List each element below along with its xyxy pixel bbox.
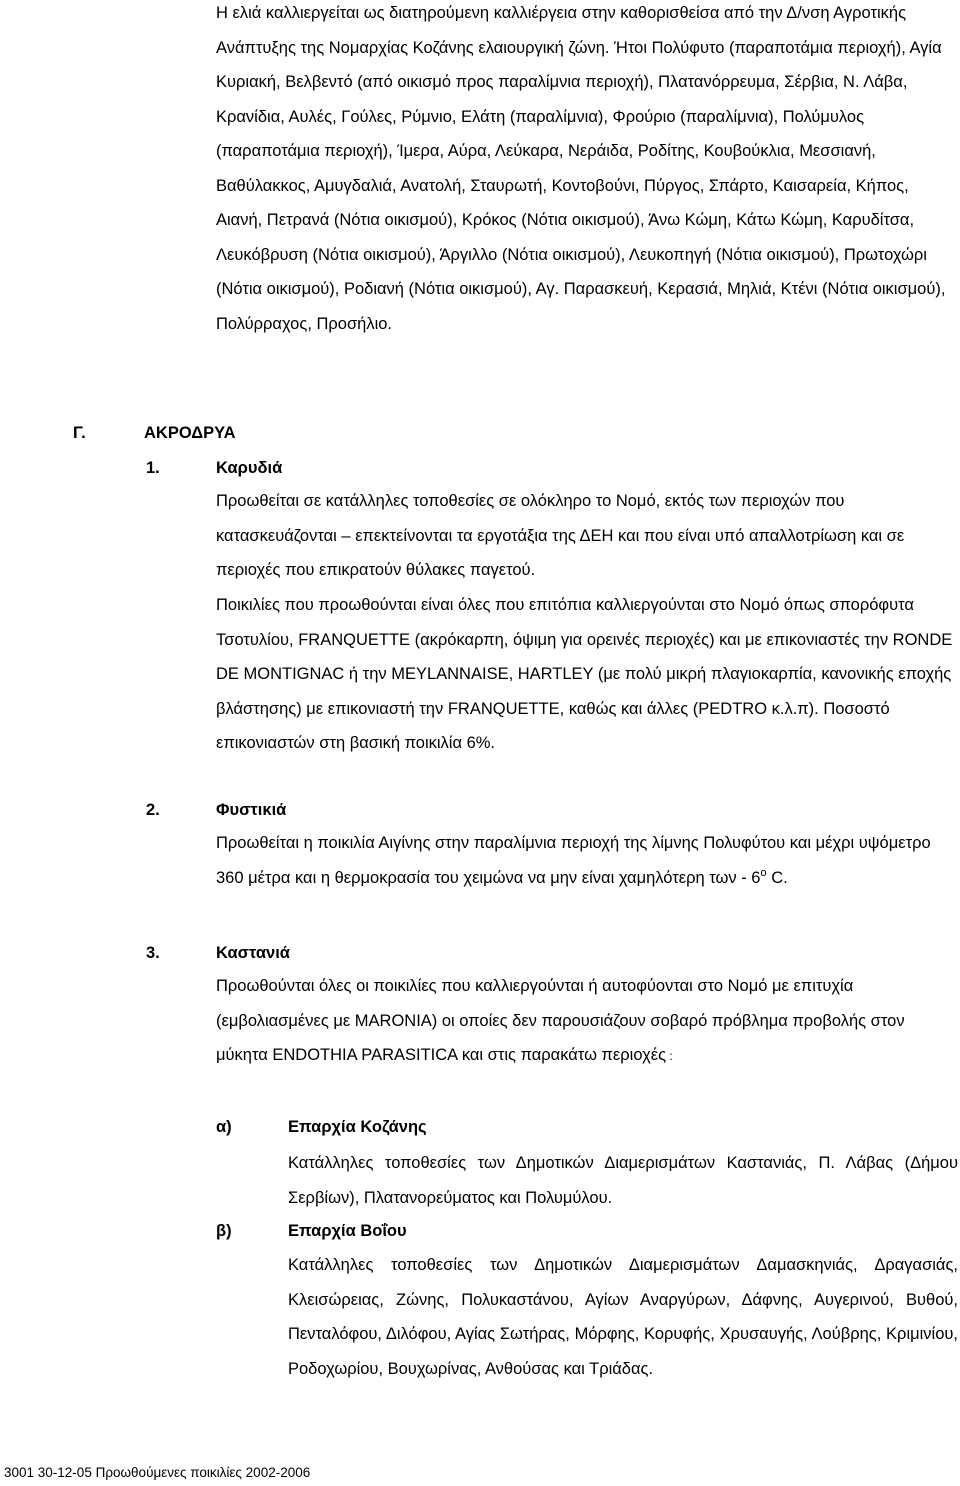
subitem-label-b: β) [216,1222,232,1240]
section-letter: Γ. [73,424,86,442]
item-title-walnut: Καρυδιά [216,459,283,477]
item-title-pistachio: Φυστικιά [216,801,287,819]
item-title-chestnut: Καστανιά [216,944,290,962]
chestnut-paragraph [216,969,958,1074]
pistachio-text-end: C. [766,868,788,887]
item-number-2: 2. [146,801,160,819]
chestnut-colon: : [666,1049,673,1063]
subitem-text-kozani: Κατάλληλες τοποθεσίες των Δημοτικών Διαμερισμάτων Καστανιάς, Π. Λάβας (Δήμου Σερβίων), Πλατανορεύματος και Πολυμύλου. [288,1154,958,1207]
subitem-title-kozani: Επαρχία Κοζάνης [288,1118,427,1136]
subitem-text-voio: Κατάλληλες τοποθεσίες των Δημοτικών Διαμερισμάτων Δαμασκηνιάς, Δραγασιάς, Κλεισώρειας, Ζώνης, Πολυκαστάνου, Αγίων Αναργύρων, Δάφνης, Αυγερινού, Βυθού, Πενταλόφου, Διλόφου, Αγίας Σωτήρας, Μόρφης, Κορυφής, Χρυσαυγής, Λούβρης, Κριμινίου, Ροδοχωρίου, Βουχωρίνας, Ανθούσας και Τριάδας. [288,1256,958,1378]
walnut-paragraph-1: Προωθείται σε κατάλληλες τοποθεσίες σε ολόκληρο το Νομό, εκτός των περιοχών που κατασκευάζονται – επεκτείνονται τα εργοτάξια της ΔΕΗ και που είναι υπό απαλλοτρίωση και σε περιοχές που επικρατούν θύλακες παγετού. [216,492,905,579]
page-footer: 3001 30-12-05 Προωθούμενες ποικιλίες 2002-2006 [4,1465,311,1480]
item-number-3: 3. [146,944,160,962]
section-title: ΑΚΡΟΔΡΥΑ [144,424,236,442]
walnut-paragraph-2: Ποικιλίες που προωθούνται είναι όλες που επιτόπια καλλιεργούνται στο Νομό όπως σπορόφυτα Τσοτυλίου, FRANQUETTE (ακρόκαρπη, όψιμη για ορεινές περιοχές) και με επικονιαστές την RONDE DE MONTIGNAC ή την MEYLANNAISE, HARTLEY (με πολύ μικρή πλαγιοκαρπία, κανονικής εποχής βλάστησης) με επικονιαστή την FRANQUETTE, καθώς και άλλες (PEDTRO κ.λ.π). Ποσοστό επικονιαστών στη βασική ποικιλία 6%. [216,596,953,752]
intro-paragraph: Η ελιά καλλιεργείται ως διατηρούμενη καλλιέργεια στην καθορισθείσα από την Δ/νση Αγροτικής Ανάπτυξης της Νομαρχίας Κοζάνης ελαιουργική ζώνη. Ήτοι Πολύφυτο (παραποτάμια περιοχή), Αγία Κυριακή, Βελβεντό (από οικισμό προς παραλίμνια περιοχή), Πλατανόρρευμα, Σέρβια, Ν. Λάβα, Κρανίδια, Αυλές, Γούλες, Ρύμνιο, Ελάτη (παραλίμνια), Φρούριο (παραλίμνια), Πολύμυλος (παραποτάμια περιοχή), Ίμερα, Αύρα, Λεύκαρα, Νεράιδα, Ροδίτης, Κουβούκλια, Μεσσιανή, Βαθύλακκος, Αμυγδαλιά, Ανατολή, Σταυρωτή, Κοντοβούνι, Πύργος, Σπάρτο, Καισαρεία, Κήπος, Αιανή, Πετρανά (Νότια οικισμού), Κρόκος (Νότια οικισμού), Άνω Κώμη, Κάτω Κώμη, Καρυδίτσα, Λευκόβρυση (Νότια οικισμού), Άργιλλο (Νότια οικισμού), Λευκοπηγή (Νότια οικισμού), Πρωτοχώρι (Νότια οικισμού), Ροδιανή (Νότια οικισμού), Αγ. Παρασκευή, Κερασιά, Μηλιά, Κτένι (Νότια οικισμού), Πολύρραχος, Προσήλιο. [216,4,946,333]
pistachio-text: Προωθείται η ποικιλία Αιγίνης στην παραλίμνια περιοχή της λίμνης Πολυφύτου και μέχρι υψόμετρο 360 μέτρα και η θερμοκρασία του χειμώνα να μην είναι χαμηλότερη των - 6 [216,834,931,887]
subitem-title-voio: Επαρχία Βοΐου [288,1222,407,1240]
item-number-1: 1. [146,459,160,477]
chestnut-text: Προωθούνται όλες οι ποικιλίες που καλλιεργούνται ή αυτοφύονται στο Νομό με επιτυχία (εμβολιασμένες με MARONIA) οι οποίες δεν παρουσιάζουν σοβαρό πρόβλημα προβολής στον μύκητα ENDOTHIA PARASITICA και στις παρακάτω περιοχές [216,977,905,1064]
subitem-label-a: α) [216,1118,232,1136]
pistachio-paragraph [216,826,958,895]
degree-superscript: ο [760,866,767,879]
